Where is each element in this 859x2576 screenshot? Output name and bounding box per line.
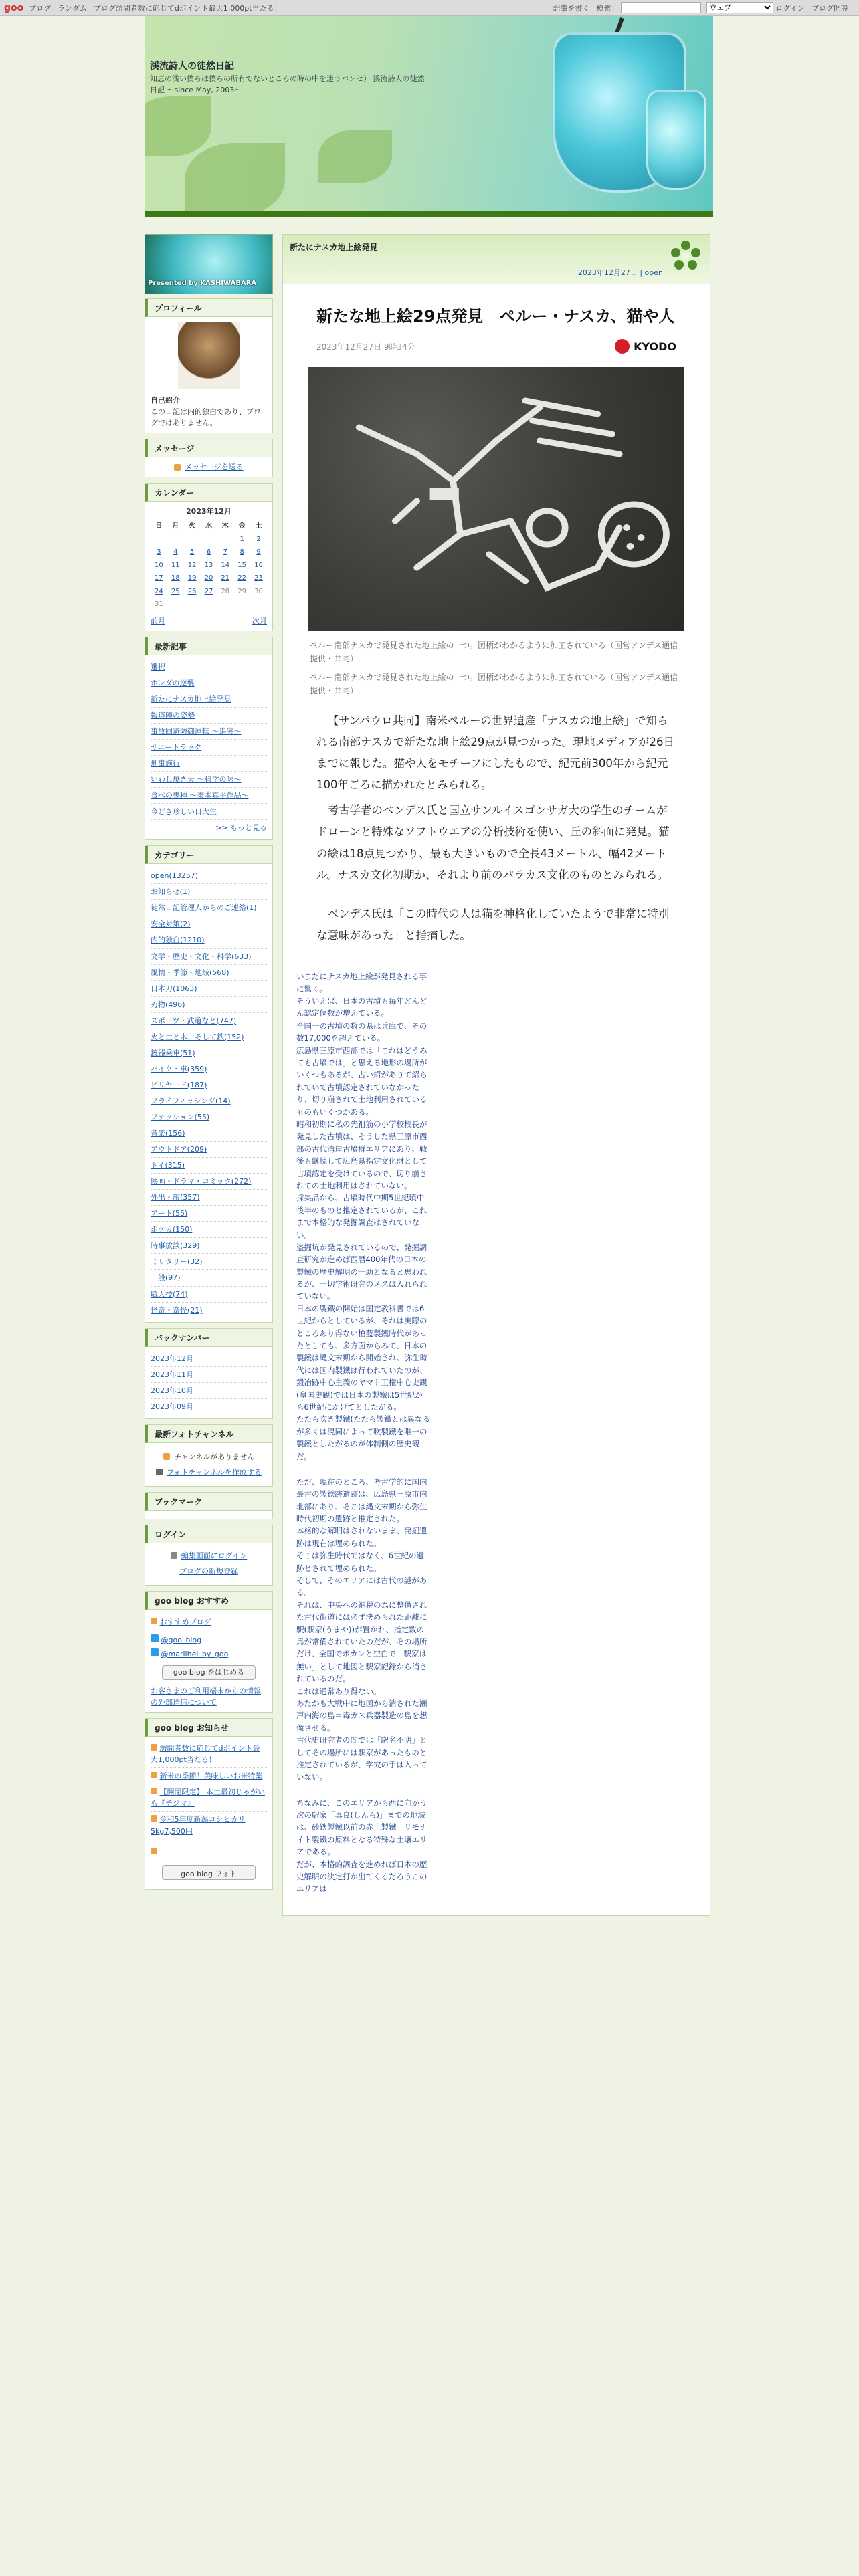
prev-month-link[interactable]: 前月: [151, 616, 165, 625]
search-scope-select[interactable]: [706, 2, 773, 13]
category-link[interactable]: フライフィッシング(14): [151, 1096, 231, 1105]
goo-toolbar: [0, 0, 859, 16]
site-header: [145, 16, 713, 217]
calendar-caption: 2023年12月: [186, 507, 231, 516]
twitter-link[interactable]: @mariihel_by_goo: [161, 1650, 229, 1659]
warning-icon: [163, 1453, 170, 1460]
weekday: 日: [155, 522, 163, 530]
calendar-day[interactable]: 18: [171, 574, 180, 582]
intro-text: この日記は内的独白であり、ブログではありません。: [151, 407, 261, 428]
bookmark-box: [145, 1492, 273, 1519]
category-link[interactable]: ビリヤード(187): [151, 1080, 207, 1089]
camera-icon: [156, 1469, 163, 1475]
calendar-day[interactable]: 8: [240, 548, 244, 556]
calendar-day[interactable]: 27: [204, 587, 213, 595]
category-link[interactable]: 安全対策(2): [151, 920, 191, 929]
calendar-day[interactable]: 11: [171, 561, 180, 569]
create-channel-link[interactable]: フォトチャンネルを作成する: [167, 1467, 262, 1477]
entry-meta: 2023年12月27日 | open: [577, 268, 663, 277]
site-title[interactable]: 渓流詩人の徒然日記: [150, 61, 234, 72]
calendar-day: [167, 598, 184, 611]
calendar-day[interactable]: 21: [221, 574, 230, 582]
backnumber-title: バックナンバー: [145, 1329, 272, 1347]
calendar-day[interactable]: 17: [155, 574, 163, 582]
paragraph-gap: [296, 1463, 430, 1476]
edit-login-link[interactable]: 編集画面にログイン: [181, 1551, 248, 1560]
calendar-day: [184, 598, 201, 611]
search-label: 検索: [596, 3, 611, 13]
recent-post-link[interactable]: いわし焼き天 ～科学の味～: [151, 775, 242, 784]
calendar-day[interactable]: 23: [254, 574, 263, 582]
notice-icon: [151, 1788, 157, 1794]
body-paragraph: そして、そのエリアには古代の謎がある。: [296, 1576, 427, 1598]
lead-paragraph: ベンデス氏は「この時代の人は猫を神格化していたようで非常に特別な意味があった」と指摘した。: [316, 907, 670, 942]
paragraph-gap: [296, 1784, 430, 1797]
calendar-day[interactable]: 2: [256, 535, 261, 543]
backnumber-link[interactable]: 2023年12月: [151, 1354, 193, 1363]
body-paragraph: 広島県三原市西部では「これはどうみても古墳では」と思える地形の場所がいくつもあるが、古い紹がありて紹られていて古墳認定されていなかったり、切り崩されて土地利用されているものもいくつかある。: [296, 1045, 427, 1117]
message-title: メッセージ: [145, 439, 272, 457]
category-link[interactable]: 徒然日記管理人からのご連絡(1): [151, 903, 257, 913]
backnumber-link[interactable]: 2023年09月: [151, 1402, 193, 1411]
toolbar-link-campaign[interactable]: ブログ訪問者数に応じてdポイント最大1,000pt当たる！: [93, 3, 282, 13]
profile-box: [145, 298, 273, 433]
calendar-day[interactable]: 1: [240, 535, 244, 543]
calendar-day[interactable]: 4: [173, 548, 178, 556]
recent-post-link[interactable]: サニートラック: [151, 743, 202, 752]
category-link[interactable]: 外出・旅(357): [151, 1193, 200, 1202]
page-body: [145, 234, 713, 1916]
category-link[interactable]: 刃物(496): [151, 1000, 185, 1009]
shaved-ice-glass-image: [646, 90, 706, 190]
calendar-day[interactable]: 10: [155, 561, 163, 569]
category-link[interactable]: 火と土と木、そして鉄(152): [151, 1032, 244, 1041]
geoglyph-figure-icon: [308, 367, 684, 631]
write-article-link[interactable]: 記事を書く: [553, 3, 590, 13]
body-paragraph: 古代史研究者の間では「駅名不明」としてその場所には駅家があったものと推定されているが、学究の手は入っていない。: [296, 1735, 427, 1782]
category-title: カテゴリー: [145, 846, 272, 864]
backnumber-box: [145, 1328, 273, 1419]
category-link[interactable]: 怪奇・奇怪(21): [151, 1305, 203, 1315]
category-link[interactable]: アート(55): [151, 1209, 188, 1218]
calendar-day[interactable]: 13: [204, 561, 213, 569]
leaf-decoration: [145, 96, 211, 156]
category-link[interactable]: 時事放談(329): [151, 1241, 200, 1251]
notice-icon: [151, 1815, 157, 1822]
category-link[interactable]: スポーツ・武道など(747): [151, 1016, 237, 1025]
weekday: 木: [221, 522, 229, 530]
body-paragraph: 日本の製鐵の開始は国定教科書では6世紀からとしているが、それは実際のところあり得ない槍藍製鐵時代があったとしても、多方面からみて、日本の製鐵は縄文末期から開始され、弥生時代には国内製鐵は行われていたのが、鍛冶跡中心主義のヤマト王権中心史観(皇国史観)では日本の製鐵は5世紀から6世紀にかけてとしたがる。: [296, 1303, 428, 1412]
rss-icon[interactable]: [151, 1848, 157, 1854]
category-link[interactable]: 内的独白(1210): [151, 936, 205, 945]
recent-posts-title: 最新記事: [145, 637, 272, 655]
photo-caption: [296, 631, 696, 697]
notice-box: [145, 1718, 273, 1889]
category-link[interactable]: 一般(97): [151, 1273, 181, 1283]
recommend-title: goo blog おすすめ: [145, 1592, 272, 1610]
article-lead: [296, 698, 696, 958]
photo-channel-title: 最新フォトチャンネル: [145, 1425, 272, 1443]
next-month-link[interactable]: 次月: [252, 616, 267, 625]
calendar-day: 31: [155, 601, 163, 609]
start-blog-label: goo blog をはじめる: [173, 1668, 245, 1677]
profile-title: プロフィール: [145, 299, 272, 317]
calendar-day[interactable]: 5: [189, 548, 195, 556]
calendar-box: [145, 483, 273, 631]
signup-link[interactable]: ブログ開設: [812, 3, 848, 13]
entry-date-link[interactable]: 2023年12月27日: [577, 268, 638, 277]
calendar-day[interactable]: [201, 533, 217, 546]
notice-icon: [151, 1744, 157, 1751]
notice-link[interactable]: 訪問者数に応じてdポイント最大1,000pt当たる！: [151, 1744, 260, 1765]
article: [296, 292, 696, 957]
category-link[interactable]: アウトドア(209): [151, 1145, 207, 1154]
category-link[interactable]: ファッション(55): [151, 1113, 210, 1121]
entry-body: [283, 284, 710, 1915]
recommend-link[interactable]: おすすめブログ: [159, 1617, 211, 1626]
kyodo-logo-text: KYODO: [634, 340, 676, 353]
recent-post-link[interactable]: 食べの喪種 ～東本真平作品～: [151, 791, 249, 800]
category-box: [145, 845, 273, 1322]
recent-post-link[interactable]: 新たにナスカ地上絵発見: [151, 694, 231, 704]
notice-title: goo blog お知らせ: [145, 1719, 272, 1737]
category-link[interactable]: ミリタリー(32): [151, 1257, 203, 1267]
star-icon: [151, 1618, 157, 1624]
calendar-day[interactable]: 25: [171, 587, 180, 595]
calendar-day: 29: [237, 587, 246, 595]
body-paragraph: 本格的な解明はされないまま、発掘遺跡は現在は埋められた。: [296, 1526, 427, 1548]
kyodo-mark-icon: [615, 339, 630, 354]
calendar-day: [217, 598, 233, 611]
calendar-day[interactable]: 12: [187, 561, 197, 569]
calendar-day: [201, 598, 217, 611]
category-link[interactable]: 職人技(74): [151, 1289, 188, 1299]
lead-paragraph: 【サンパウロ共同】南米ペルーの世界遺産「ナスカの地上絵」で知られる南部ナスカで新たな地上絵29点が見つかった。現地メディアが26日までに報じた。猫や人をモチーフにしたもので、紀元前300年から紀元100年ごろに描かれたとみられる。: [316, 714, 675, 792]
body-paragraph: 全国一の古墳の数の県は兵庫で、その数17,000を超えている。: [296, 1021, 427, 1043]
recent-post-link[interactable]: 刑事施行: [151, 759, 180, 768]
pencil-icon: [171, 1552, 177, 1559]
calendar-day[interactable]: 16: [254, 561, 263, 569]
body-paragraph: そういえば、日本の古墳も毎年どんどん認定個数が増えている。: [296, 996, 427, 1018]
photo-channel-box: [145, 1424, 273, 1487]
calendar-day[interactable]: 7: [223, 548, 227, 556]
category-link[interactable]: お知らせ(1): [151, 887, 191, 897]
login-title: ログイン: [145, 1525, 272, 1543]
avatar: [178, 322, 240, 389]
recent-post-link[interactable]: 選択: [151, 662, 165, 671]
category-link[interactable]: バイク・車(359): [151, 1064, 207, 1073]
article-date: 2023年12月27日 9時34分: [316, 342, 415, 352]
send-message-link[interactable]: メッセージを送る: [185, 463, 244, 472]
calendar-day[interactable]: 15: [237, 561, 246, 569]
calendar-day[interactable]: [167, 533, 184, 546]
category-link[interactable]: 音楽(156): [151, 1129, 185, 1138]
weekday: 火: [189, 522, 196, 530]
category-link[interactable]: 銃器乗車(51): [151, 1048, 195, 1057]
twitter-icon: [151, 1648, 159, 1656]
entry-title[interactable]: 新たにナスカ地上絵発見: [290, 243, 378, 252]
calendar-table: [151, 520, 267, 611]
calendar-day[interactable]: 19: [187, 574, 197, 582]
category-link[interactable]: 文学・歴史・文化・科学(633): [151, 952, 252, 961]
photo-button[interactable]: [162, 1865, 256, 1880]
entry-header: [283, 235, 710, 284]
calendar-day[interactable]: 3: [157, 548, 161, 556]
notice-icon: [151, 1772, 157, 1778]
weekday: 金: [238, 522, 246, 530]
leaf-decoration: [318, 130, 392, 183]
article-meta: [296, 327, 696, 367]
toolbar-link-blog[interactable]: ブログ: [29, 3, 52, 13]
leaf-decoration: [185, 143, 285, 217]
twitter-link[interactable]: @goo_blog: [161, 1636, 202, 1645]
body-paragraph: これは通常あり得ない。: [296, 1686, 381, 1696]
calendar-day[interactable]: 6: [206, 548, 211, 556]
body-paragraph: たたら吹き製鐵(たたら製鐵とは異なるが多くは混同によって吹製鐵を唯一の製鐵としたがるのが体制側の歴史観だ。: [296, 1414, 430, 1461]
toolbar-link-random[interactable]: ランダム: [58, 3, 87, 13]
start-blog-button[interactable]: [162, 1665, 256, 1680]
envelope-icon: [174, 464, 181, 471]
body-paragraph: 採集品から、古墳時代中期5世紀頃中後半のものと推定されているが、これまで本格的な発掘調査はされていない。: [296, 1193, 427, 1240]
notice-link[interactable]: 令和5年度新潟コシヒカリ5kg7,500円: [151, 1815, 246, 1836]
notice-link[interactable]: 新米の季節！美味しいお米特集: [159, 1772, 263, 1781]
calendar-day: 30: [254, 587, 263, 595]
notice-link[interactable]: 【開閉限定】 本土最初じゃがいも『チジマ』: [151, 1788, 265, 1808]
new-blog-link[interactable]: ブログの新規登録: [179, 1566, 238, 1576]
recent-posts-box: [145, 637, 273, 841]
recent-post-link[interactable]: ホンダの逆襲: [151, 678, 195, 687]
backnumber-link[interactable]: 2023年11月: [151, 1370, 193, 1379]
search-input[interactable]: [621, 2, 701, 13]
calendar-day: [233, 598, 250, 611]
category-link[interactable]: open(13257): [151, 871, 199, 881]
no-channel-text: チャンネルがありません: [173, 1452, 255, 1461]
category-link[interactable]: ポケカ(150): [151, 1225, 193, 1235]
blog-banner[interactable]: [145, 234, 273, 294]
calendar-day[interactable]: 14: [221, 561, 230, 569]
body-paragraph: ただ、現在のところ、考古学的に国内最古の製鉄跡遺跡は、広島県三原市内北部にあり、そこは縄文末期から弥生時代初期の遺跡と推定された。: [296, 1477, 427, 1524]
calendar-day[interactable]: 20: [204, 574, 213, 582]
calendar-day[interactable]: 9: [256, 548, 261, 556]
site-description: 知恵の浅い僕らは僕らの所有でないところの時の中を迷うパンセ） 渓流詩人の徒然日記 ～since May, 2003～: [150, 74, 425, 94]
body-paragraph: そこは弥生時代ではなく、6世紀の遺跡とされて埋められた。: [296, 1551, 425, 1573]
entry: [282, 234, 710, 1916]
weekday: 土: [255, 522, 262, 530]
calendar-day: [250, 598, 267, 611]
article-title: 新たな地上絵29点発見 ペルー・ナスカ、猫や人: [316, 307, 675, 326]
twitter-icon: [151, 1634, 159, 1642]
calendar-day[interactable]: [151, 533, 167, 546]
category-link[interactable]: トイ(315): [151, 1161, 185, 1170]
recommend-box: [145, 1591, 273, 1713]
recent-post-link[interactable]: 今どき珍しい日大生: [151, 807, 217, 817]
calendar-day[interactable]: 22: [237, 574, 246, 582]
body-paragraph: 昭和初期に私の先祖筋の小学校校長が発見した古墳は、そうした県三原市西部の古代湾岸古墳群エリアにあり、戦後も継続して広島県指定文化財として古墳認定を受けているので、切り崩されての土地利用はされていない。: [296, 1119, 427, 1190]
weekday: 水: [205, 522, 212, 530]
recent-post-link[interactable]: 報道陣の姿勢: [151, 710, 195, 720]
flower-icon: [666, 236, 706, 276]
calendar-day[interactable]: [184, 533, 201, 546]
body-paragraph: あたかも大戦中に地図から消された瀬戸内海の島＝毒ガス兵器製造の島を想像させる。: [296, 1698, 427, 1733]
calendar-day[interactable]: 24: [155, 587, 163, 595]
blog-body-text: [296, 957, 430, 1895]
banner-text: Presented by KASHIWABARA: [148, 280, 257, 287]
sidebar: [145, 234, 273, 1916]
lead-paragraph: 考古学者のベンデス氏と国立サンルイスゴンサガ大の学生のチームがドローンと特殊なソフトウエアの分析技術を使い、丘の斜面に発見。猫の絵は18点見つかり、最も大きいもので全長43メートル、幅42メートル。ナスカ文化初期か、それより前のパラカス文化のものとみられる。: [316, 804, 670, 881]
weekday: 月: [172, 522, 179, 530]
calendar-day: 28: [221, 587, 230, 595]
login-box: [145, 1525, 273, 1586]
backnumber-link[interactable]: 2023年10月: [151, 1386, 193, 1395]
kyodo-logo: [615, 339, 676, 354]
category-link[interactable]: 映画・ドラマ・コミック(272): [151, 1177, 252, 1186]
more-posts-link[interactable]: >> もっと見る: [215, 823, 267, 833]
goo-logo[interactable]: goo: [4, 2, 24, 13]
message-box: [145, 439, 273, 477]
photo-caption-line: ペルー南部ナスカで発見された地上絵の一つ。図柄がわかるように加工されている（国営アンデス通信提供・共同）: [310, 641, 678, 664]
login-link[interactable]: ログイン: [775, 3, 805, 13]
page-container: [145, 16, 713, 1916]
photo-caption-line: ペルー南部ナスカで発見された地上絵の一つ。図柄がわかるように加工されている（国営アンデス通信提供・共同）: [310, 672, 678, 695]
body-paragraph: 盗掘坑が発見されているので、発掘調査研究が進めば西暦400年代の日本の製鐵の歴史解明の一助となると思われるが、一切学術研究のメスは入れられていない。: [296, 1242, 427, 1301]
recent-post-link[interactable]: 事故回避防御運転 ～追突～: [151, 726, 242, 736]
body-paragraph: だが、本格的調査を進めれば日本の歴史解明の決定打が出てくるだろうこのエリアは: [296, 1859, 427, 1894]
intro-label: 自己紹介: [151, 396, 180, 405]
calendar-day[interactable]: 26: [187, 587, 197, 595]
photo-button-label: goo blog フォト: [181, 1869, 237, 1879]
body-paragraph: ちなみに、このエリアから西に向かう次の駅家「真良(しんら)」までの地域は、砂鉄製鐵以前の赤土製鐵＝リモナイト製鐵の原料となる特殊な土壌エリアである。: [296, 1798, 427, 1857]
body-paragraph: それは、中央への納税の為に整備された古代街道には必ず決められた距離に駅(駅家(うまや))が置かれ、指定数の馬が常備されていたのだが、その場所だけ、全国でポカンと空白で「駅家は無い」として地図と駅家記録から消されているのだ。: [296, 1600, 427, 1684]
category-link[interactable]: 日本刀(1063): [151, 984, 197, 993]
external-transmission-link[interactable]: お客さまのご利用端末からの情報の外部送信について: [151, 1687, 261, 1707]
bookmark-title: ブックマーク: [145, 1493, 272, 1511]
calendar-day[interactable]: [217, 533, 233, 546]
nazca-geoglyph-photo: [308, 367, 684, 631]
main-content: [282, 234, 710, 1916]
body-paragraph: いまだにナスカ地上絵が発見される事に驚く。: [296, 972, 427, 994]
calendar-title: カレンダー: [145, 484, 272, 502]
category-link[interactable]: 風情・季節・地域(568): [151, 968, 229, 977]
entry-category-link[interactable]: open: [644, 268, 663, 277]
